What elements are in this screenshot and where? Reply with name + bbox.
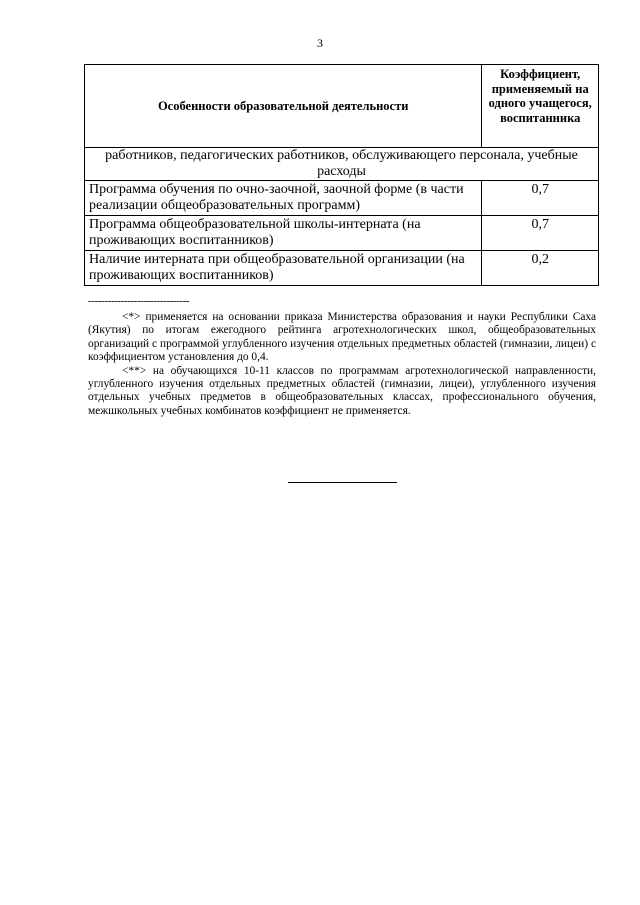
page-number: 3 (317, 36, 323, 50)
row-coefficient: 0,7 (482, 216, 599, 251)
closing-rule (288, 482, 397, 483)
header-feature: Особенности образовательной деятельности (85, 65, 482, 148)
continuation-text: работников, педагогических работников, обслуживающего персонала, учебные расходы (85, 148, 599, 181)
footnote-1: <*> применяется на основании приказа Министерства образования и науки Республики Саха (Якутия) по итогам ежегодного рейтинга агротехнологических школ, общеобразовательных организаций с программой углубленного изучения отдельных предметных областей (гимназии, лицеи) с коэффициентом установления до 0,4. (88, 311, 596, 364)
table-row (85, 216, 599, 251)
header-coefficient: Коэффициент, применяемый на одного учащегося, воспитанника (482, 65, 599, 148)
row-coefficient: 0,7 (482, 181, 599, 216)
table-continuation-row (85, 148, 599, 181)
table-row (85, 251, 599, 286)
row-coefficient: 0,2 (482, 251, 599, 286)
footnote-separator: ------------------------------- (88, 295, 190, 307)
coefficients-table (84, 64, 599, 286)
row-feature: Программа общеобразовательной школы-интерната (на проживающих воспитанников) (85, 216, 482, 251)
footnotes (88, 311, 596, 418)
footnote-2: <**> на обучающихся 10-11 классов по программам агротехнологической направленности, углубленного изучения отдельных предметных областей (гимназии, лицеи), углубленного изучения отдельных учебных предметов в общеобразовательных классах, профессионального обучения, межшкольных учебных комбинатов коэффициент не применяется. (88, 364, 596, 417)
row-feature: Программа обучения по очно-заочной, заочной форме (в части реализации общеобразовательных программ) (85, 181, 482, 216)
table-row (85, 181, 599, 216)
row-feature: Наличие интерната при общеобразовательной организации (на проживающих воспитанников) (85, 251, 482, 286)
table-header-row (85, 65, 599, 148)
